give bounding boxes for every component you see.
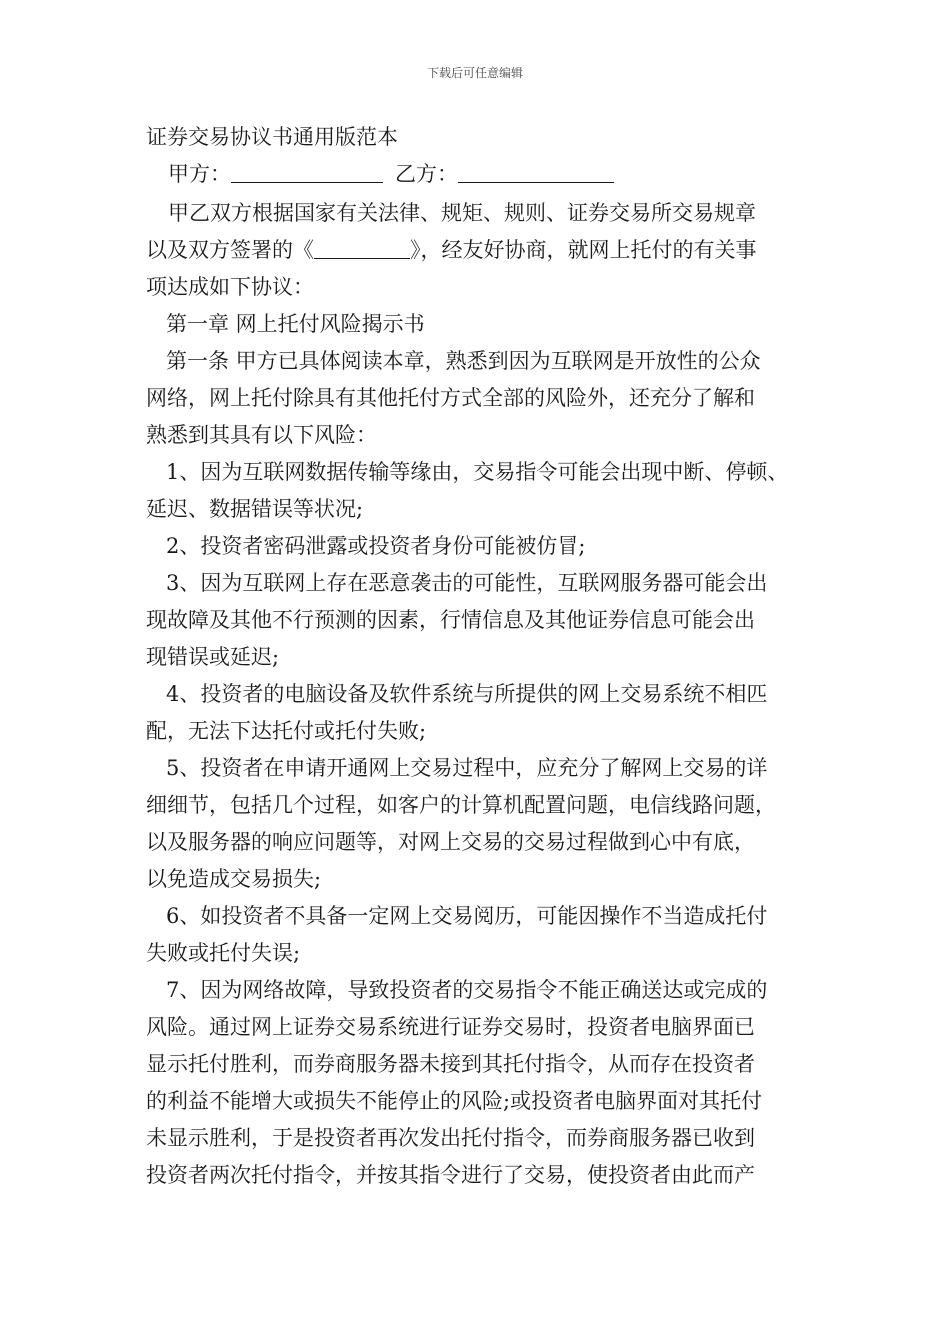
list-item-line: 2、投资者密码泄露或投资者身份可能被仿冒;: [166, 534, 586, 558]
list-item-line: 4、投资者的电脑设备及软件系统与所提供的网上交易系统不相匹: [166, 682, 768, 706]
party-b-label: 乙方：: [395, 162, 458, 186]
paragraph-line: 熟悉到其具有以下风险：: [146, 423, 377, 447]
paragraph-line: 失败或托付失误;: [146, 941, 301, 965]
paragraph-line: 显示托付胜利，而券商服务器未接到其托付指令，从而存在投资者: [146, 1052, 755, 1076]
paragraph-line: 第一条 甲方已具体阅读本章，熟悉到因为互联网是开放性的公众: [166, 349, 761, 373]
chapter-heading: 第一章 网上托付风险揭示书: [166, 312, 425, 336]
document-title: 证券交易协议书通用版范本: [146, 125, 398, 149]
paragraph-line: 网络，网上托付除具有其他托付方式全部的风险外，还充分了解和: [146, 386, 755, 410]
list-item-line: 5、投资者在申请开通网上交易过程中，应充分了解网上交易的详: [166, 756, 768, 780]
paragraph-line: 细细节，包括几个过程，如客户的计算机配置问题，电信线路问题，: [146, 793, 776, 817]
paragraph-line: 项达成如下协议：: [146, 275, 314, 299]
list-item-line: 3、因为互联网上存在恶意袭击的可能性，互联网服务器可能会出: [166, 571, 768, 595]
parties-line: [146, 156, 826, 193]
list-item-line: 1、因为互联网数据传输等缘由，交易指令可能会出现中断、停顿、: [166, 460, 789, 484]
paragraph-line: 风险。通过网上证券交易系统进行证券交易时，投资者电脑界面已: [146, 1015, 755, 1039]
paragraph-line: 以及服务器的响应问题等，对网上交易的交易过程做到心中有底，: [146, 830, 755, 854]
paragraph-line: 的利益不能增大或损失不能停止的风险;或投资者电脑界面对其托付: [146, 1089, 763, 1113]
paragraph-line: 以免造成交易损失;: [146, 867, 322, 891]
paragraph-line: 投资者两次托付指令，并按其指令进行了交易，使投资者由此而产: [146, 1163, 755, 1187]
paragraph-line: 配，无法下达托付或托付失败;: [146, 719, 427, 743]
paragraph-line: 现故障及其他不行预测的因素，行情信息及其他证券信息可能会出: [146, 608, 755, 632]
list-item-line: 7、因为网络故障，导致投资者的交易指令不能正确送达或完成的: [166, 978, 768, 1002]
paragraph-line: 甲乙双方根据国家有关法律、规矩、规则、证券交易所交易规章: [168, 201, 756, 225]
agreement-name-blank: [314, 236, 410, 259]
party-a-blank: [231, 160, 383, 183]
document-body: [146, 119, 826, 1194]
paragraph-line: [146, 232, 826, 269]
party-b-blank: [458, 160, 614, 183]
paragraph-line: 现错误或延迟;: [146, 645, 280, 669]
list-item-line: 6、如投资者不具备一定网上交易阅历，可能因操作不当造成托付: [166, 904, 768, 928]
paragraph-line: 延迟、数据错误等状况;: [146, 497, 364, 521]
header-note: 下载后可任意编辑: [426, 66, 523, 80]
paragraph-text: 》，经友好协商，就网上托付的有关事: [410, 238, 757, 262]
party-a-label: 甲方：: [168, 162, 231, 186]
paragraph-text: 以及双方签署的《: [146, 238, 314, 262]
paragraph-line: 未显示胜利，于是投资者再次发出托付指令，而券商服务器已收到: [146, 1126, 755, 1150]
